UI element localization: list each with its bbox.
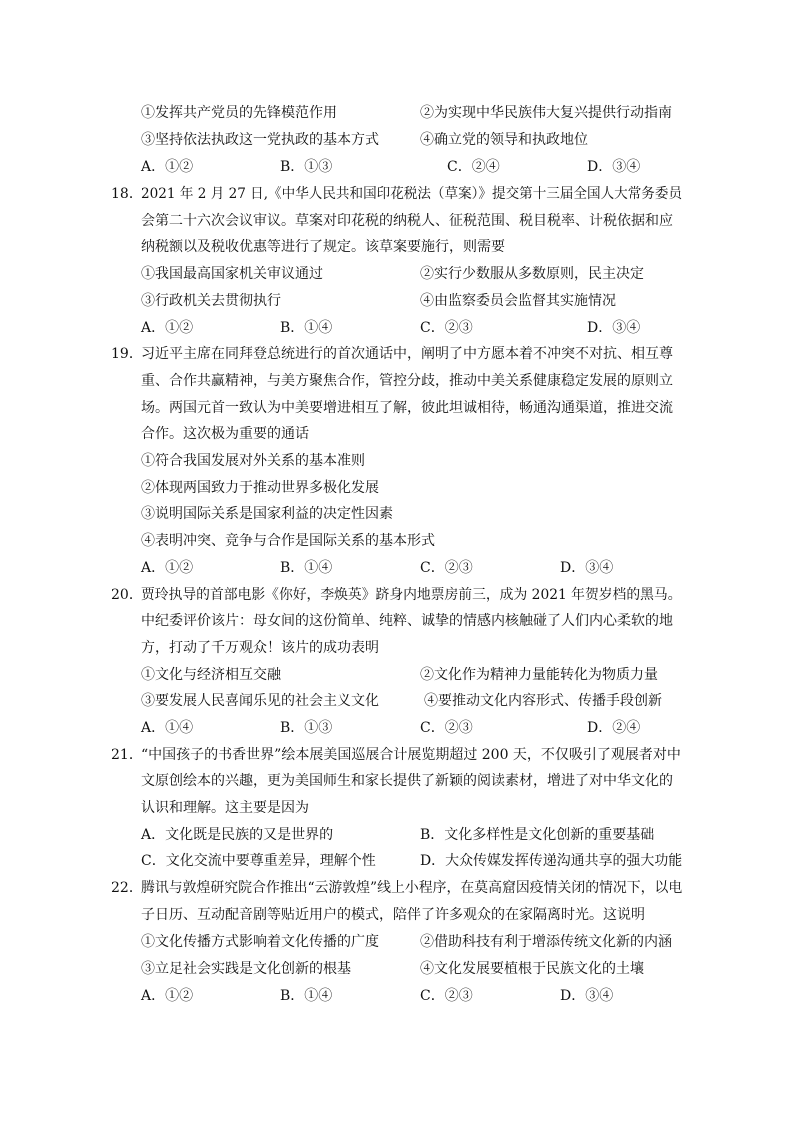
q22-choice-c: C．②③ bbox=[420, 988, 473, 1004]
q18-option-3: ③行政机关去贯彻执行 bbox=[141, 293, 281, 309]
q18-choice-a: A．①② bbox=[141, 320, 194, 336]
q22-choice-a: A．①② bbox=[141, 988, 194, 1004]
q22-choice-b: B．①④ bbox=[280, 988, 333, 1004]
q19-number: 19． bbox=[111, 346, 143, 362]
q17-choice-b: B．①③ bbox=[280, 159, 333, 175]
q22-number: 22． bbox=[111, 880, 143, 896]
q19-stem-line-1: 习近平主席在同拜登总统进行的首次通话中，阐明了中方愿本着不冲突不对抗、相互尊 bbox=[141, 346, 673, 362]
q20-stem-line-3: 方，打动了千万观众！该片的成功表明 bbox=[141, 640, 379, 656]
q19-choice-d: D．③④ bbox=[560, 560, 614, 576]
q21-stem-line-2: 文原创绘本的兴趣，更为美国师生和家长提供了新颖的阅读素材，增进了对中华文化的 bbox=[141, 773, 673, 789]
q19-option-4: ④表明冲突、竞争与合作是国际关系的基本形式 bbox=[141, 533, 435, 549]
q17-option-2: ②为实现中华民族伟大复兴提供行动指南 bbox=[420, 105, 672, 121]
q19-stem-line-2: 重、合作共赢精神，与美方聚焦合作，管控分歧，推动中美关系健康稳定发展的原则立 bbox=[141, 373, 673, 389]
q17-option-1: ①发挥共产党员的先锋模范作用 bbox=[141, 105, 337, 121]
q21-option-a: A．文化既是民族的又是世界的 bbox=[141, 827, 334, 843]
q22-option-4: ④文化发展要植根于民族文化的土壤 bbox=[420, 961, 644, 977]
q22-stem-line-2: 子日历、互动配音剧等贴近用户的模式，陪伴了许多观众的在家隔离时光。这说明 bbox=[141, 907, 645, 923]
q20-choice-b: B．①③ bbox=[280, 720, 333, 736]
q18-stem-line-1: 2021 年 2 月 27 日,《中华人民共和国印花税法（草案）》提交第十三届全国人大常务委员 bbox=[141, 186, 683, 202]
q20-option-1: ①文化与经济相互交融 bbox=[141, 667, 281, 683]
q22-option-3: ③立足社会实践是文化创新的根基 bbox=[141, 961, 351, 977]
q18-choice-c: C．②③ bbox=[420, 320, 473, 336]
q19-choice-b: B．①④ bbox=[280, 560, 333, 576]
q19-option-3: ③说明国际关系是国家利益的决定性因素 bbox=[141, 506, 393, 522]
q18-option-2: ②实行少数服从多数原则，民主决定 bbox=[420, 266, 644, 282]
q20-option-4: ④要推动文化内容形式、传播手段创新 bbox=[424, 693, 662, 709]
q20-choice-d: D．②④ bbox=[587, 720, 641, 736]
q21-number: 21． bbox=[111, 747, 143, 763]
q20-stem-line-2: 中纪委评价该片：母女间的这份简单、纯粹、诚挚的情感内核触碰了人们内心柔软的地 bbox=[141, 613, 673, 629]
q17-choice-a: A．①② bbox=[141, 159, 194, 175]
q20-option-2: ②文化作为精神力量能转化为物质力量 bbox=[420, 667, 658, 683]
q22-stem-line-1: 腾讯与敦煌研究院合作推出“云游敦煌”线上小程序，在莫高窟因疫情关闭的情况下，以电 bbox=[141, 880, 683, 896]
q22-option-1: ①文化传播方式影响着文化传播的广度 bbox=[141, 934, 379, 950]
q18-number: 18． bbox=[111, 186, 143, 202]
q19-choice-c: C．②③ bbox=[420, 560, 473, 576]
q19-stem-line-4: 合作。这次极为重要的通话 bbox=[141, 426, 309, 442]
q18-stem-line-2: 会第二十六次会议审议。草案对印花税的纳税人、征税范围、税目税率、计税依据和应 bbox=[141, 213, 673, 229]
q20-choice-c: C．②③ bbox=[420, 720, 473, 736]
q18-choice-b: B．①④ bbox=[280, 320, 333, 336]
q21-stem-line-3: 认识和理解。这主要是因为 bbox=[141, 800, 309, 816]
q21-stem-line-1: “中国孩子的书香世界”绘本展美国巡展合计展览期超过 200 天，不仅吸引了观展者对中 bbox=[141, 747, 681, 763]
q20-option-3: ③要发展人民喜闻乐见的社会主义文化 bbox=[141, 693, 379, 709]
q17-option-4: ④确立党的领导和执政地位 bbox=[420, 132, 588, 148]
q20-number: 20． bbox=[111, 587, 143, 603]
q19-option-2: ②体现两国致力于推动世界多极化发展 bbox=[141, 480, 379, 496]
q19-stem-line-3: 场。两国元首一致认为中美要增进相互了解，彼此坦诚相待，畅通沟通渠道，推进交流 bbox=[141, 400, 673, 416]
q22-option-2: ②借助科技有利于增添传统文化新的内涵 bbox=[420, 934, 672, 950]
q19-choice-a: A．①② bbox=[141, 560, 194, 576]
q18-option-1: ①我国最高国家机关审议通过 bbox=[141, 266, 323, 282]
q18-stem-line-3: 纳税额以及税收优惠等进行了规定。该草案要施行，则需要 bbox=[141, 239, 505, 255]
q21-option-b: B．文化多样性是文化创新的重要基础 bbox=[420, 827, 655, 843]
q18-option-4: ④由监察委员会监督其实施情况 bbox=[420, 293, 616, 309]
q17-choice-d: D．③④ bbox=[587, 159, 641, 175]
q20-choice-a: A．①④ bbox=[141, 720, 194, 736]
q22-choice-d: D．③④ bbox=[560, 988, 614, 1004]
q19-option-1: ①符合我国发展对外关系的基本准则 bbox=[141, 453, 365, 469]
q21-option-c: C．文化交流中要尊重差异，理解个性 bbox=[141, 853, 376, 869]
q17-choice-c: C．②④ bbox=[447, 159, 500, 175]
q20-stem-line-1: 贾玲执导的首部电影《你好，李焕英》跻身内地票房前三，成为 2021 年贺岁档的黑马。 bbox=[141, 587, 682, 603]
q17-option-3: ③坚持依法执政这一党执政的基本方式 bbox=[141, 132, 379, 148]
q18-choice-d: D．③④ bbox=[587, 320, 641, 336]
q21-option-d: D．大众传媒发挥传递沟通共享的强大功能 bbox=[420, 853, 683, 869]
